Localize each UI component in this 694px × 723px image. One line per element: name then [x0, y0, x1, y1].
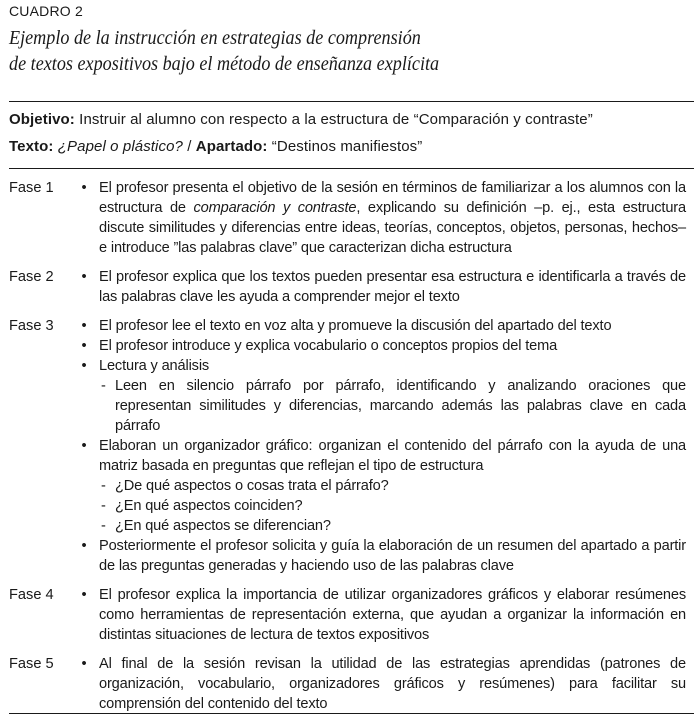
text-label: Texto: — [9, 138, 54, 155]
table-title — [9, 26, 641, 78]
dash-icon: - — [101, 378, 106, 394]
sub-item — [71, 496, 686, 516]
item-text: , explicando su definición –p. ej., esta estructura discute similitudes y diferencias entre ideas, teorías, conceptos, objetos, personas, hechos– e introduce ”las palabras clave” que caracterizan dicha estructura — [99, 200, 686, 256]
phase-name: Fase 5 — [9, 656, 54, 672]
dash-icon: - — [101, 478, 106, 494]
bullet-icon: • — [81, 338, 87, 354]
text-row — [9, 138, 422, 155]
bullet-icon: • — [81, 358, 87, 374]
dash-icon: - — [101, 518, 106, 534]
phase-body — [71, 316, 694, 576]
phase-item — [71, 336, 686, 356]
phase-item — [71, 536, 686, 576]
phase-body — [71, 654, 694, 714]
item-text: Lectura y análisis — [99, 358, 210, 374]
objective-text: Instruir al alumno con respecto a la estructura de “Comparación y contraste” — [74, 111, 593, 128]
table-title-line-2: de textos expositivos bajo el método de enseñanza explícita — [9, 54, 440, 75]
phase-item — [71, 267, 686, 307]
phase-row — [0, 316, 694, 576]
bullet-icon: • — [81, 587, 87, 603]
bullet-icon: • — [81, 538, 87, 554]
phase-item — [71, 436, 686, 476]
bullet-icon: • — [81, 656, 87, 672]
objective-label: Objetivo: — [9, 111, 75, 128]
bottom-rule — [9, 713, 694, 714]
item-text: El profesor lee el texto en voz alta y promueve la discusión del apartado del texto — [99, 318, 612, 334]
bullet-icon: • — [81, 180, 87, 196]
sub-item — [71, 376, 686, 436]
separator: / — [182, 138, 196, 155]
item-text: Elaboran un organizador gráfico: organizan el contenido del párrafo con la ayuda de una matriz basada en preguntas que reflejan el tipo de estructura — [99, 438, 686, 474]
bullet-icon: • — [81, 269, 87, 285]
phase-item — [71, 356, 686, 376]
phase-row — [0, 178, 694, 258]
text-title: ¿Papel o plástico? — [53, 138, 183, 155]
dash-icon: - — [101, 498, 106, 514]
table-title-line-1: Ejemplo de la instrucción en estrategias de comprensión — [9, 28, 421, 49]
top-rule — [9, 101, 694, 102]
phase-name: Fase 1 — [9, 180, 54, 196]
item-emphasis: comparación y contraste — [193, 200, 357, 216]
sub-item-text: ¿En qué aspectos se diferencian? — [115, 518, 331, 534]
phase-item — [71, 585, 686, 645]
phase-row — [0, 267, 694, 307]
sub-item — [71, 476, 686, 496]
phase-name: Fase 2 — [9, 269, 54, 285]
sub-item-text: Leen en silencio párrafo por párrafo, identificando y analizando oraciones que representan similitudes y diferencias, marcando además las palabras clave en cada párrafo — [115, 378, 686, 434]
item-text: El profesor introduce y explica vocabulario o conceptos propios del tema — [99, 338, 558, 354]
phase-body — [71, 585, 694, 645]
phase-item — [71, 316, 686, 336]
item-text: Al final de la sesión revisan la utilidad de las estrategias aprendidas (patrones de organización, vocabulario, organizadores gráficos y resúmenes) para facilitar su comprensión del contenido del texto — [99, 656, 686, 712]
objective-row — [9, 111, 593, 128]
sub-item-text: ¿De qué aspectos o cosas trata el párrafo? — [115, 478, 389, 494]
header-rule — [9, 168, 694, 169]
phase-row — [0, 585, 694, 645]
phase-body — [71, 178, 694, 258]
bullet-icon: • — [81, 318, 87, 334]
item-text: El profesor explica que los textos pueden presentar esa estructura e identificarla a través de las palabras clave les ayuda a comprender mejor el texto — [99, 269, 686, 305]
phase-body — [71, 267, 694, 307]
item-text: El profesor presenta el objetivo de la sesión en términos de familiarizar a los alumnos con la estructura de — [99, 180, 686, 216]
phase-item — [71, 654, 686, 714]
section-label: Apartado: — [195, 138, 268, 155]
phase-row — [0, 654, 694, 714]
item-text: El profesor explica la importancia de utilizar organizadores gráficos y elaborar resúmenes como herramientas de representación externa, que ayudan a organizar la información en distintas situaciones de lectura de textos expositivos — [99, 587, 686, 643]
section-text: “Destinos manifiestos” — [267, 138, 423, 155]
sub-item-text: ¿En qué aspectos coinciden? — [115, 498, 303, 514]
item-text: Posteriormente el profesor solicita y guía la elaboración de un resumen del apartado a partir de las preguntas generadas y haciendo uso de las palabras clave — [99, 538, 686, 574]
phases-list — [0, 178, 694, 723]
phase-item — [71, 178, 686, 258]
sub-item — [71, 516, 686, 536]
phase-name: Fase 4 — [9, 587, 54, 603]
bullet-icon: • — [81, 438, 87, 454]
phase-name: Fase 3 — [9, 318, 54, 334]
table-label: CUADRO 2 — [9, 3, 83, 19]
